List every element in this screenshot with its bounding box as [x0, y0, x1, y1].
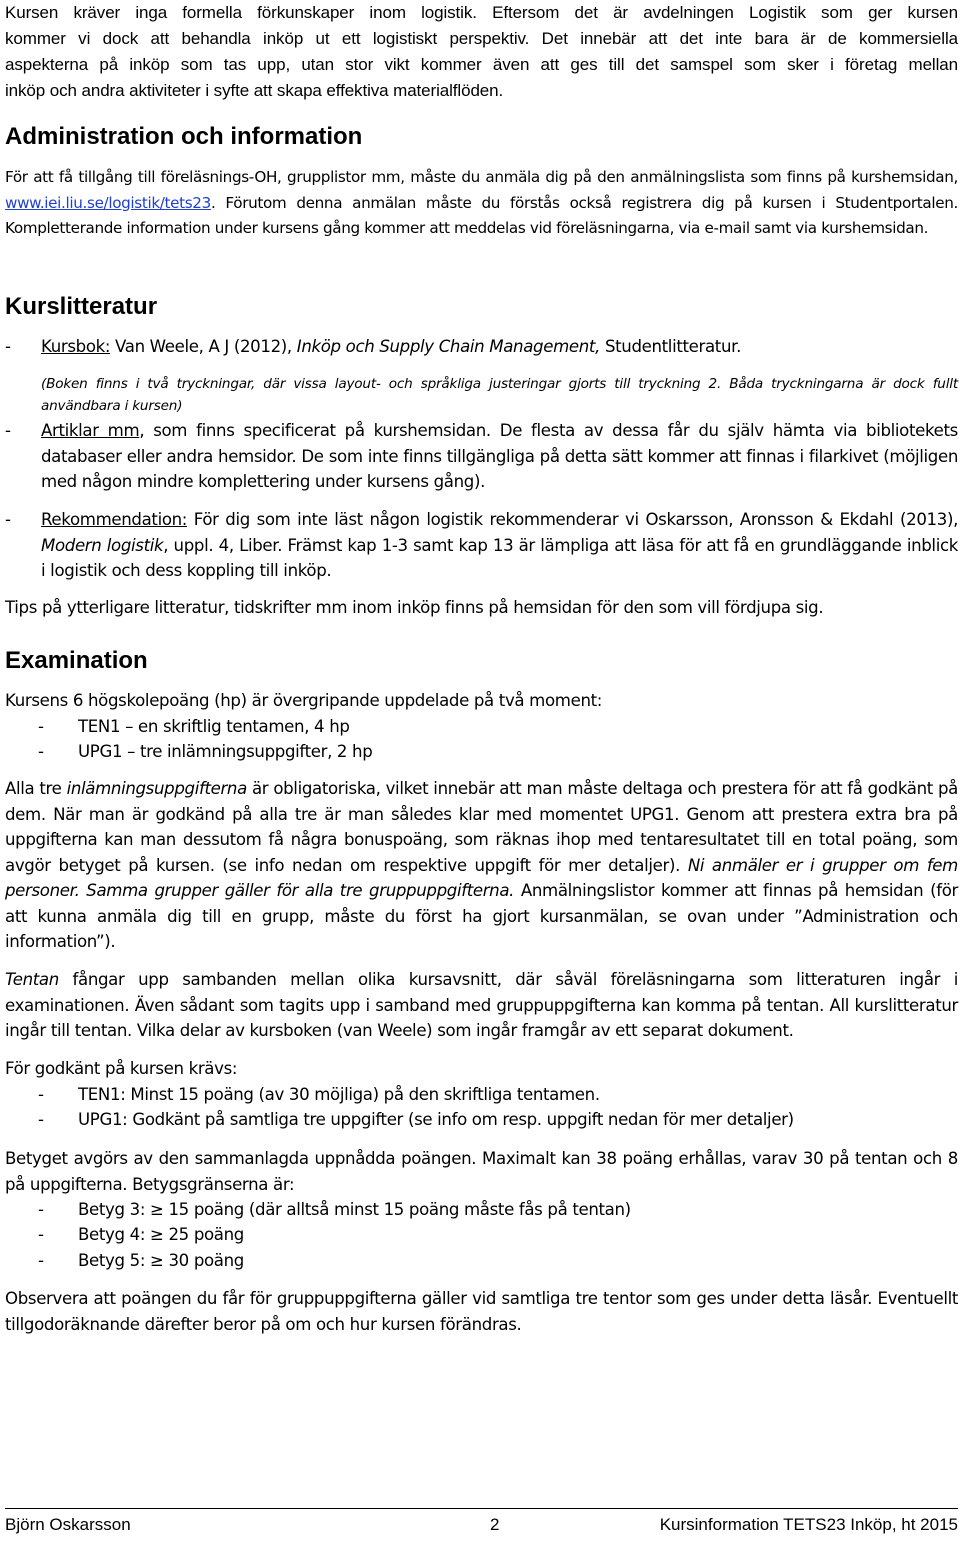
intro-line: inköp och andra aktiviteter i syfte att skapa effektiva materialflöden. [5, 81, 504, 100]
rekommendation-title: Modern logistik [41, 535, 164, 555]
exam-intro-text: Kursens 6 högskolepoäng (hp) är övergripande uppdelade på två moment: [5, 691, 603, 710]
bullet-marker: ‑ [38, 1200, 44, 1219]
course-link[interactable]: www.iei.liu.se/logistik/tets23 [5, 193, 211, 212]
moment-item [5, 739, 372, 765]
rekommendation-text-a: För dig som inte läst någon logistik rekommenderar vi Oskarsson, Aronsson & Ekdahl (2013), [187, 510, 958, 529]
heading-administration: Administration och information [5, 123, 363, 150]
grade-3: Betyg 3: ≥ 15 poäng (där alltså minst 15 poäng måste fås på tentan) [78, 1200, 631, 1219]
artiklar-text: , som finns specificerat på kurshemsidan. De flesta av dessa får du själv hämta via bibliotekets databaser eller andra hemsidor. De som inte finns tillgängliga på detta sätt kommer att finnas i filarkivet (möjligen med någon mindre komplettering under kursens gång). [41, 421, 958, 491]
grade-item [5, 1197, 631, 1223]
footer-document-title: Kursinformation TETS23 Inköp, ht 2015 [659, 1515, 958, 1534]
grading-paragraph [5, 1146, 958, 1197]
requirement-item [5, 1082, 600, 1108]
admin-paragraph [5, 165, 958, 242]
tips-text: Tips på ytterligare litteratur, tidskrifter mm inom inköp finns på hemsidan för den som vill fördjupa sig. [5, 598, 824, 617]
literature-item-artiklar [5, 418, 958, 495]
requirement-ten1: TEN1: Minst 15 poäng (av 30 möjliga) på den skriftliga tentamen. [78, 1085, 600, 1104]
rekommendation-label: Rekommendation: [41, 510, 188, 529]
moment-upg1: UPG1 – tre inlämningsuppgifter, 2 hp [78, 742, 373, 761]
dash-marker: - [5, 337, 11, 356]
intro-line: aspekterna på inköp som tas upp, utan stor vikt kommer även att ges till det samspel som sker i företag mellan [5, 55, 958, 74]
footer-author: Björn Oskarsson [5, 1515, 131, 1534]
heading-kurslitteratur: Kurslitteratur [5, 293, 158, 320]
assignments-paragraph [5, 776, 958, 955]
bullet-marker: ‑ [38, 1085, 44, 1104]
grade-5: Betyg 5: ≥ 30 poäng [78, 1251, 244, 1270]
literature-item-kursbok [5, 334, 958, 431]
requirements-intro [5, 1056, 958, 1082]
assignments-emphasis: inlämningsuppgifterna [66, 779, 247, 798]
assignments-text-b: är obligatoriska, vilket innebär att man måste deltaga och prestera för att få godkänt på dem. När man är godkänd på alla tre är man således klar med momentet UPG1. Genom att prestera extra bra på uppgifterna kan man dessutom få några bonuspoäng, som räknas ihop med tentaresultatet till en total poäng, som avgör betyget på kursen. (se info nedan om respektive uppgift för mer detaljer). [5, 779, 958, 875]
exam-paragraph [5, 967, 958, 1044]
bullet-marker: ‑ [38, 717, 44, 736]
admin-text-a: För att få tillgång till föreläsnings-OH, grupplistor mm, måste du anmäla dig på den anmälningslista som finns på kurshemsidan, [5, 168, 958, 186]
tentan-text: fångar upp sambanden mellan olika kursavsnitt, där såväl föreläsningarna som litteraturen ingår i examinationen. Även sådant som tagits upp i samband med gruppuppgifterna kan komma på tentan. All kurslitteratur ingår till tentan. Vilka delar av kursboken (van Weele) som ingår framgår av ett separat dokument. [5, 970, 958, 1040]
tips-paragraph [5, 595, 958, 621]
moment-ten1: TEN1 – en skriftlig tentamen, 4 hp [78, 717, 350, 736]
artiklar-label: Artiklar mm [41, 421, 140, 440]
kursbok-title: Inköp och Supply Chain Management, [296, 337, 601, 356]
grade-4: Betyg 4: ≥ 25 poäng [78, 1225, 244, 1244]
grade-item [5, 1248, 244, 1274]
bullet-marker: ‑ [38, 1251, 44, 1270]
kursbok-note: (Boken finns i två tryckningar, där vissa layout- och språkliga justeringar gjorts till tryckning 2. Båda tryckningarna är dock fullt användbara i kursen) [41, 376, 958, 415]
requirements-intro-text: För godkänt på kursen krävs: [5, 1059, 238, 1078]
grading-text: Betyget avgörs av den sammanlagda uppnådda poängen. Maximalt kan 38 poäng erhållas, varav 30 på tentan och 8 på uppgifterna. Betygsgränserna är: [5, 1149, 958, 1194]
dash-marker: - [5, 510, 11, 529]
admin-text-b: . Förutom denna anmälan måste du förstås också registrera dig på kursen i Studentportalen. Kompletterande information under kursens gång kommer att meddelas vid föreläsningarna, via e-mail samt via kurshemsidan. [5, 193, 958, 237]
heading-examination: Examination [5, 647, 148, 674]
kursbok-publisher: Studentlitteratur. [600, 337, 741, 356]
requirement-upg1: UPG1: Godkänt på samtliga tre uppgifter (se info om resp. uppgift nedan för mer detaljer) [78, 1110, 794, 1129]
exam-intro [5, 688, 958, 714]
final-text: Observera att poängen du får för gruppuppgifterna gäller vid samtliga tre tentor som ges under detta läsår. Eventuellt tillgodoräknande därefter beror på om och hur kursen förändras. [5, 1289, 958, 1334]
bullet-marker: ‑ [38, 742, 44, 761]
requirement-item [5, 1107, 794, 1133]
assignments-text-a: Alla tre [5, 779, 67, 798]
footer-page-number: 2 [490, 1515, 500, 1534]
intro-line: Kursen kräver inga formella förkunskaper inom logistik. Eftersom det är avdelningen Logistik som ger kursen [5, 3, 958, 22]
dash-marker: - [5, 421, 11, 440]
assignments-group-note: Ni anmäler er i grupper om fem personer. Samma grupper gäller för alla tre gruppuppgifterna. [5, 855, 958, 900]
kursbok-label: Kursbok: [41, 337, 111, 356]
page-footer [5, 1508, 958, 1534]
rekommendation-text-b: , uppl. 4, Liber. Främst kap 1-3 samt kap 13 är lämpliga att läsa för att få en grundläggande inblick i logistik och dess koppling till inköp. [41, 535, 958, 580]
final-paragraph [5, 1286, 958, 1337]
literature-item-rekommendation [5, 507, 958, 584]
grade-item [5, 1222, 244, 1248]
intro-line: kommer vi dock att behandla inköp ut ett logistiskt perspektiv. Det innebär att det inte bara är de kommersiella [5, 29, 958, 48]
bullet-marker: ‑ [38, 1110, 44, 1129]
kursbok-author: Van Weele, A J (2012), [110, 337, 297, 356]
intro-paragraph [5, 0, 958, 104]
bullet-marker: ‑ [38, 1225, 44, 1244]
moment-item [5, 714, 350, 740]
assignments-text-c: Anmälningslistor kommer att finnas på hemsidan (för att kunna anmäla dig till en grupp, måste du först ha gjort kursanmälan, se ovan under ”Administration och information”). [5, 881, 958, 951]
tentan-emphasis: Tentan [5, 970, 59, 989]
